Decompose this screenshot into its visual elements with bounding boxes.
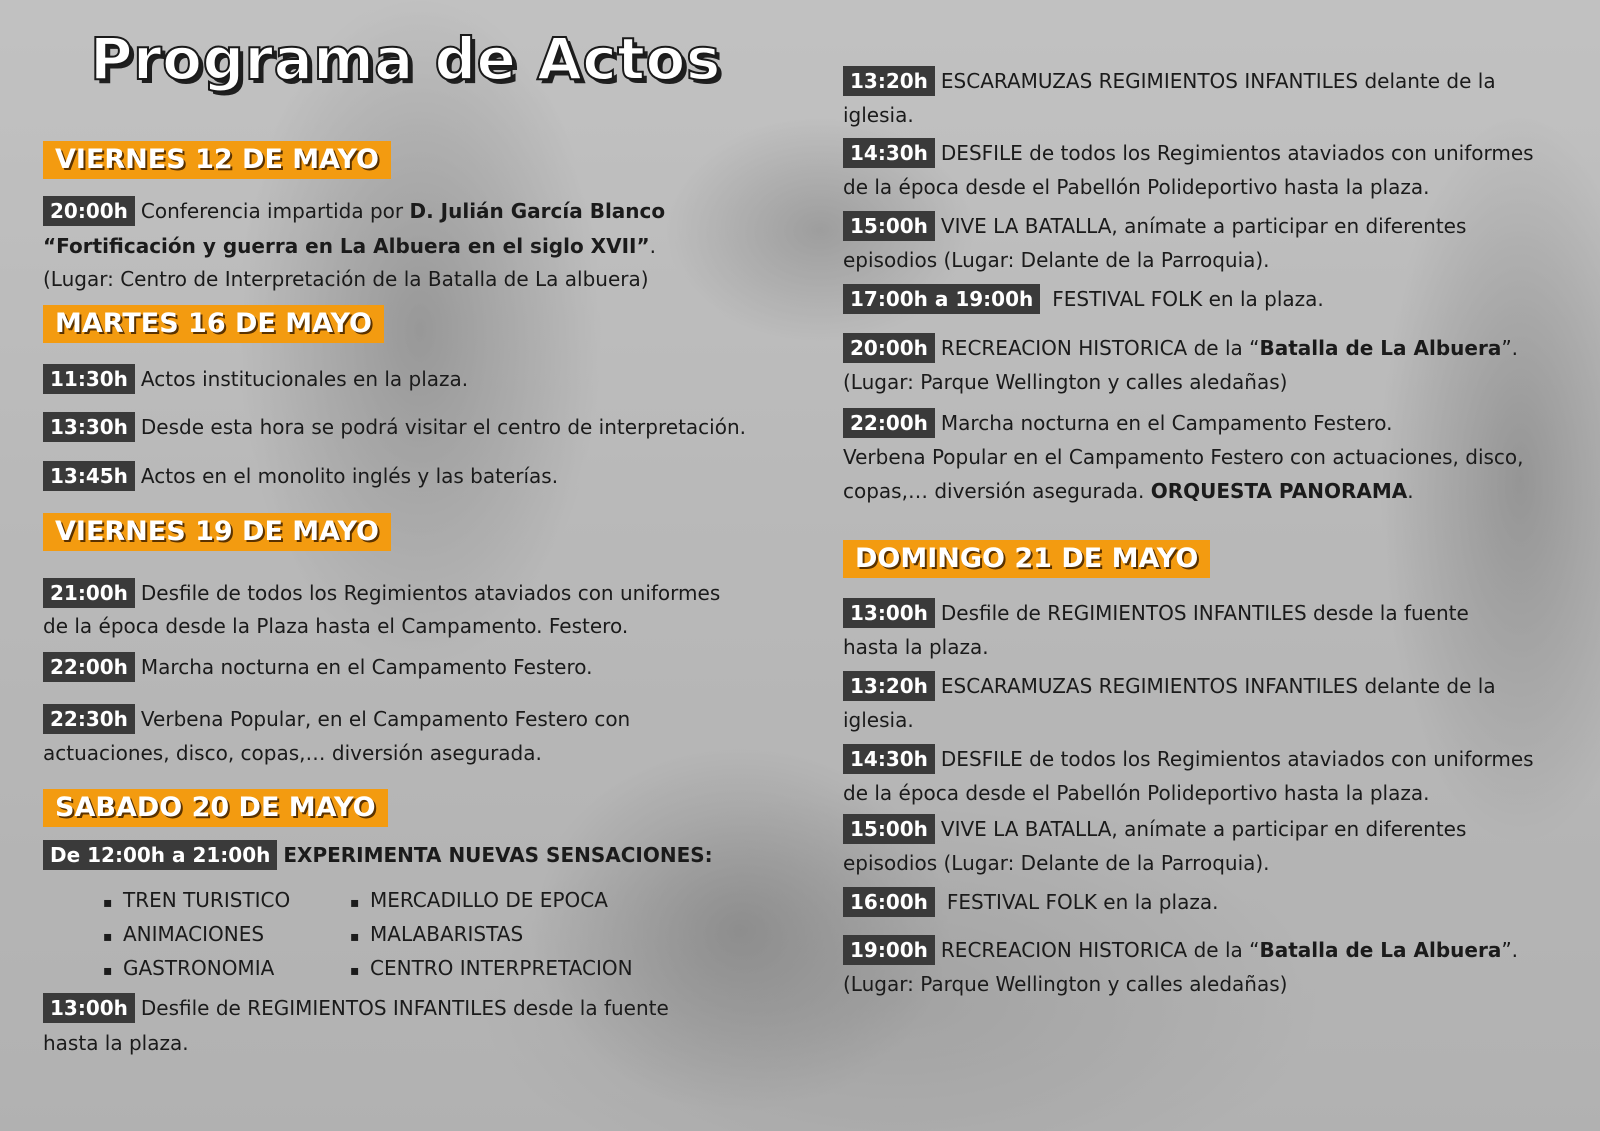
event-domingo21-2-line2: iglesia. xyxy=(843,708,914,732)
event-domingo21-3 xyxy=(843,742,1534,776)
time-badge: 22:00h xyxy=(843,408,935,438)
event-viernes12-1-line2 xyxy=(43,229,656,263)
event-highlight: ORQUESTA PANORAMA xyxy=(1150,479,1408,503)
event-sabado20-7-line3 xyxy=(843,474,1414,508)
event-text: EXPERIMENTA NUEVAS SENSACIONES: xyxy=(283,843,713,867)
list-item: ▪ MERCADILLO DE EPOCA xyxy=(350,885,633,919)
event-text: VIVE LA BATALLA, anímate a participar en diferentes xyxy=(940,214,1467,238)
event-text: RECREACION HISTORICA de la “ xyxy=(940,336,1260,360)
day-heading-viernes-19: VIERNES 19 DE MAYO xyxy=(43,513,391,551)
list-item: ▪ CENTRO INTERPRETACION xyxy=(350,953,633,987)
event-text: DESFILE de todos los Regimientos ataviados con uniformes xyxy=(940,141,1534,165)
event-domingo21-6 xyxy=(843,933,1518,967)
event-text: Actos institucionales en la plaza. xyxy=(140,367,469,391)
time-badge: 13:00h xyxy=(43,993,135,1023)
event-text: Conferencia impartida por xyxy=(140,199,410,223)
event-text: FESTIVAL FOLK en la plaza. xyxy=(1052,287,1324,311)
event-text: Actos en el monolito inglés y las baterías. xyxy=(140,464,559,488)
time-badge: 13:30h xyxy=(43,412,135,442)
activities-list-left xyxy=(103,885,290,987)
event-viernes12-1 xyxy=(43,194,665,228)
time-badge: 22:00h xyxy=(43,652,135,682)
event-sabado20-1 xyxy=(43,991,669,1025)
event-viernes19-3-line2: actuaciones, disco, copas,… diversión asegurada. xyxy=(43,741,542,765)
time-badge: 13:20h xyxy=(843,671,935,701)
event-viernes19-2 xyxy=(43,650,593,684)
time-badge: 14:30h xyxy=(843,138,935,168)
event-viernes19-1-line2: de la época desde la Plaza hasta el Campamento. Festero. xyxy=(43,614,629,638)
event-sabado20-3-line2: de la época desde el Pabellón Polideportivo hasta la plaza. xyxy=(843,175,1430,199)
speaker-name: D. Julián García Blanco xyxy=(409,199,666,223)
event-domingo21-3-line2: de la época desde el Pabellón Polideportivo hasta la plaza. xyxy=(843,781,1430,805)
time-badge: 20:00h xyxy=(843,333,935,363)
event-sabado20-1-line2: hasta la plaza. xyxy=(43,1031,189,1055)
event-text: Marcha nocturna en el Campamento Festero. xyxy=(140,655,593,679)
event-viernes19-3 xyxy=(43,702,630,736)
event-domingo21-2 xyxy=(843,669,1496,703)
time-badge: 21:00h xyxy=(43,578,135,608)
event-sabado20-range xyxy=(43,838,713,872)
event-sabado20-4 xyxy=(843,209,1466,243)
event-domingo21-1 xyxy=(843,596,1469,630)
event-text: VIVE LA BATALLA, anímate a participar en diferentes xyxy=(940,817,1467,841)
event-domingo21-5 xyxy=(843,885,1218,919)
time-badge: 13:45h xyxy=(43,461,135,491)
event-martes16-3 xyxy=(43,459,558,493)
event-text: DESFILE de todos los Regimientos ataviados con uniformes xyxy=(940,747,1534,771)
event-text: Desde esta hora se podrá visitar el centro de interpretación. xyxy=(140,415,746,439)
activities-list-right xyxy=(350,885,633,987)
event-viernes19-1 xyxy=(43,576,720,610)
event-martes16-1 xyxy=(43,362,468,396)
time-badge: 14:30h xyxy=(843,744,935,774)
day-heading-sabado-20: SABADO 20 DE MAYO xyxy=(43,789,388,827)
event-text: Desfile de REGIMIENTOS INFANTILES desde la fuente xyxy=(940,601,1469,625)
event-text: . xyxy=(649,234,656,258)
event-text: . xyxy=(1407,479,1414,503)
event-domingo21-4-line2: episodios (Lugar: Delante de la Parroquia). xyxy=(843,851,1270,875)
time-badge: 13:00h xyxy=(843,598,935,628)
time-badge: 20:00h xyxy=(43,196,135,226)
event-text: copas,… diversión asegurada. xyxy=(843,479,1151,503)
event-sabado20-6 xyxy=(843,331,1518,365)
event-sabado20-7 xyxy=(843,406,1393,440)
event-text: ESCARAMUZAS REGIMIENTOS INFANTILES delante de la xyxy=(940,674,1496,698)
event-domingo21-4 xyxy=(843,812,1466,846)
time-badge: 13:20h xyxy=(843,66,935,96)
event-text: RECREACION HISTORICA de la “ xyxy=(940,938,1260,962)
event-viernes12-1-line3: (Lugar: Centro de Interpretación de la Batalla de La albuera) xyxy=(43,267,649,291)
time-badge: 17:00h a 19:00h xyxy=(843,284,1040,314)
event-sabado20-4-line2: episodios (Lugar: Delante de la Parroquia). xyxy=(843,248,1270,272)
list-item: ▪ TREN TURISTICO xyxy=(103,885,290,919)
time-badge: 19:00h xyxy=(843,935,935,965)
time-badge: 15:00h xyxy=(843,814,935,844)
event-text: Desfile de REGIMIENTOS INFANTILES desde la fuente xyxy=(140,996,669,1020)
event-text: Marcha nocturna en el Campamento Festero. xyxy=(940,411,1393,435)
list-item: ▪ GASTRONOMIA xyxy=(103,953,290,987)
list-item: ▪ MALABARISTAS xyxy=(350,919,633,953)
event-text: Desfile de todos los Regimientos ataviados con uniformes xyxy=(140,581,721,605)
event-text: ”. xyxy=(1501,336,1519,360)
event-domingo21-6-line2: (Lugar: Parque Wellington y calles aledañas) xyxy=(843,972,1288,996)
event-text: ESCARAMUZAS REGIMIENTOS INFANTILES delante de la xyxy=(940,69,1496,93)
event-text: Verbena Popular, en el Campamento Festero con xyxy=(140,707,631,731)
day-heading-martes-16: MARTES 16 DE MAYO xyxy=(43,305,384,343)
page-title: Programa de Actos xyxy=(90,25,721,93)
event-text: FESTIVAL FOLK en la plaza. xyxy=(946,890,1219,914)
event-text: ”. xyxy=(1501,938,1519,962)
list-item: ▪ ANIMACIONES xyxy=(103,919,290,953)
event-highlight: Batalla de La Albuera xyxy=(1259,938,1502,962)
time-badge: 11:30h xyxy=(43,364,135,394)
event-sabado20-2-line2: iglesia. xyxy=(843,103,914,127)
event-highlight: Batalla de La Albuera xyxy=(1259,336,1502,360)
time-badge: 16:00h xyxy=(843,887,935,917)
event-martes16-2 xyxy=(43,410,746,444)
event-domingo21-1-line2: hasta la plaza. xyxy=(843,635,989,659)
time-badge: 22:30h xyxy=(43,704,135,734)
day-heading-domingo-21: DOMINGO 21 DE MAYO xyxy=(843,540,1210,578)
event-sabado20-6-line2: (Lugar: Parque Wellington y calles aledañas) xyxy=(843,370,1288,394)
conference-title: “Fortificación y guerra en La Albuera en el siglo XVII” xyxy=(43,234,650,258)
day-heading-viernes-12: VIERNES 12 DE MAYO xyxy=(43,141,391,179)
event-sabado20-7-line2: Verbena Popular en el Campamento Festero con actuaciones, disco, xyxy=(843,445,1524,469)
event-sabado20-5 xyxy=(843,282,1324,316)
time-badge: 15:00h xyxy=(843,211,935,241)
event-sabado20-2 xyxy=(843,64,1496,98)
time-badge: De 12:00h a 21:00h xyxy=(43,840,277,870)
event-sabado20-3 xyxy=(843,136,1534,170)
